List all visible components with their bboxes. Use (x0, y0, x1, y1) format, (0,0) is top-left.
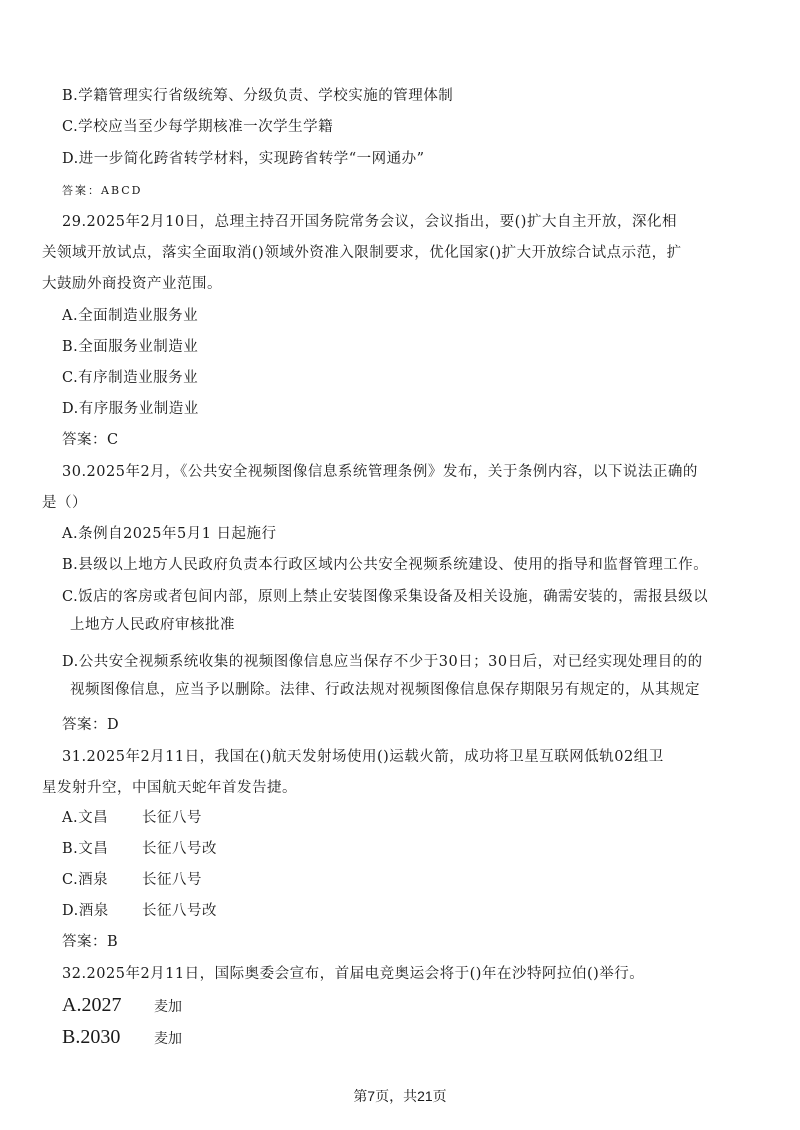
question-30-option-d-line-2: 视频图像信息，应当予以删除。法律、行政法规对视频图像信息保存期限另有规定的，从其规定 (70, 682, 700, 698)
question-32-line-1: 32.2025年2月11日，国际奥委会宣布，首届电竞奥运会将于()年在沙特阿拉伯()举行。 (62, 966, 645, 982)
option-d-line: D.进一步简化跨省转学材料，实现跨省转学“一网通办” (62, 151, 425, 167)
question-31-line-2: 星发射升空，中国航天蛇年首发告捷。 (42, 780, 297, 796)
question-32-option-b (62, 1025, 182, 1051)
option-city: 麦加 (154, 999, 182, 1015)
question-30-option-c-line-1: C.饭店的客房或者包间内部，原则上禁止安装图像采集设备及相关设施，确需安装的，需报县级以 (62, 589, 709, 605)
question-30-answer: 答案：D (62, 717, 120, 733)
question-31-option-b (62, 839, 217, 859)
question-29-answer: 答案：C (62, 432, 119, 448)
option-year: A.2027 (62, 994, 122, 1016)
question-30-option-c-line-2: 上地方人民政府审核批准 (70, 617, 235, 633)
question-30-option-a: A.条例自2025年5月1 日起施行 (62, 526, 277, 542)
option-letter-place: D.酒泉 (62, 903, 109, 919)
question-29-option-c: C.有序制造业服务业 (62, 370, 199, 386)
question-30-option-b: B.县级以上地方人民政府负责本行政区域内公共安全视频系统建设、使用的指导和监督管理工作。 (62, 557, 709, 573)
question-31-option-d (62, 901, 217, 921)
option-b-line: B.学籍管理实行省级统筹、分级负责、学校实施的管理体制 (62, 88, 454, 104)
question-31-answer: 答案：B (62, 934, 119, 950)
option-letter-place: C.酒泉 (62, 872, 109, 888)
question-29-line-1: 29.2025年2月10日，总理主持召开国务院常务会议，会议指出，要()扩大自主开放，深化相 (62, 214, 677, 230)
option-rocket: 长征八号改 (142, 841, 217, 857)
question-32-option-a (62, 993, 182, 1019)
question-31-option-a (62, 808, 202, 828)
option-letter-place: B.文昌 (62, 841, 109, 857)
question-30-option-d-line-1: D.公共安全视频系统收集的视频图像信息应当保存不少于30日；30日后，对已经实现处理目的的 (62, 654, 703, 670)
question-29-option-a: A.全面制造业服务业 (62, 308, 199, 324)
option-year: B.2030 (62, 1026, 121, 1048)
option-letter-place: A.文昌 (62, 810, 109, 826)
option-c-line: C.学校应当至少每学期核准一次学生学籍 (62, 119, 334, 135)
question-30-line-1: 30.2025年2月，《公共安全视频图像信息系统管理条例》发布，关于条例内容，以下说法正确的 (62, 464, 698, 480)
question-29-line-2: 关领域开放试点，落实全面取消()领域外资准入限制要求，优化国家()扩大开放综合试点示范，扩 (42, 245, 682, 261)
option-city: 麦加 (154, 1031, 182, 1047)
question-30-line-2: 是（） (42, 495, 87, 511)
question-31-option-c (62, 870, 202, 890)
page-number-footer: 第7页，共21页 (353, 1088, 447, 1104)
option-rocket: 长征八号 (142, 810, 202, 826)
question-29-option-b: B.全面服务业制造业 (62, 339, 199, 355)
option-rocket: 长征八号 (142, 872, 202, 888)
option-rocket: 长征八号改 (142, 903, 217, 919)
question-29-option-d: D.有序服务业制造业 (62, 401, 199, 417)
answer-line: 答案：ABCD (62, 184, 143, 197)
question-31-line-1: 31.2025年2月11日，我国在()航天发射场使用()运载火箭，成功将卫星互联网低轨02组卫 (62, 749, 664, 765)
question-29-line-3: 大鼓励外商投资产业范围。 (42, 276, 222, 292)
